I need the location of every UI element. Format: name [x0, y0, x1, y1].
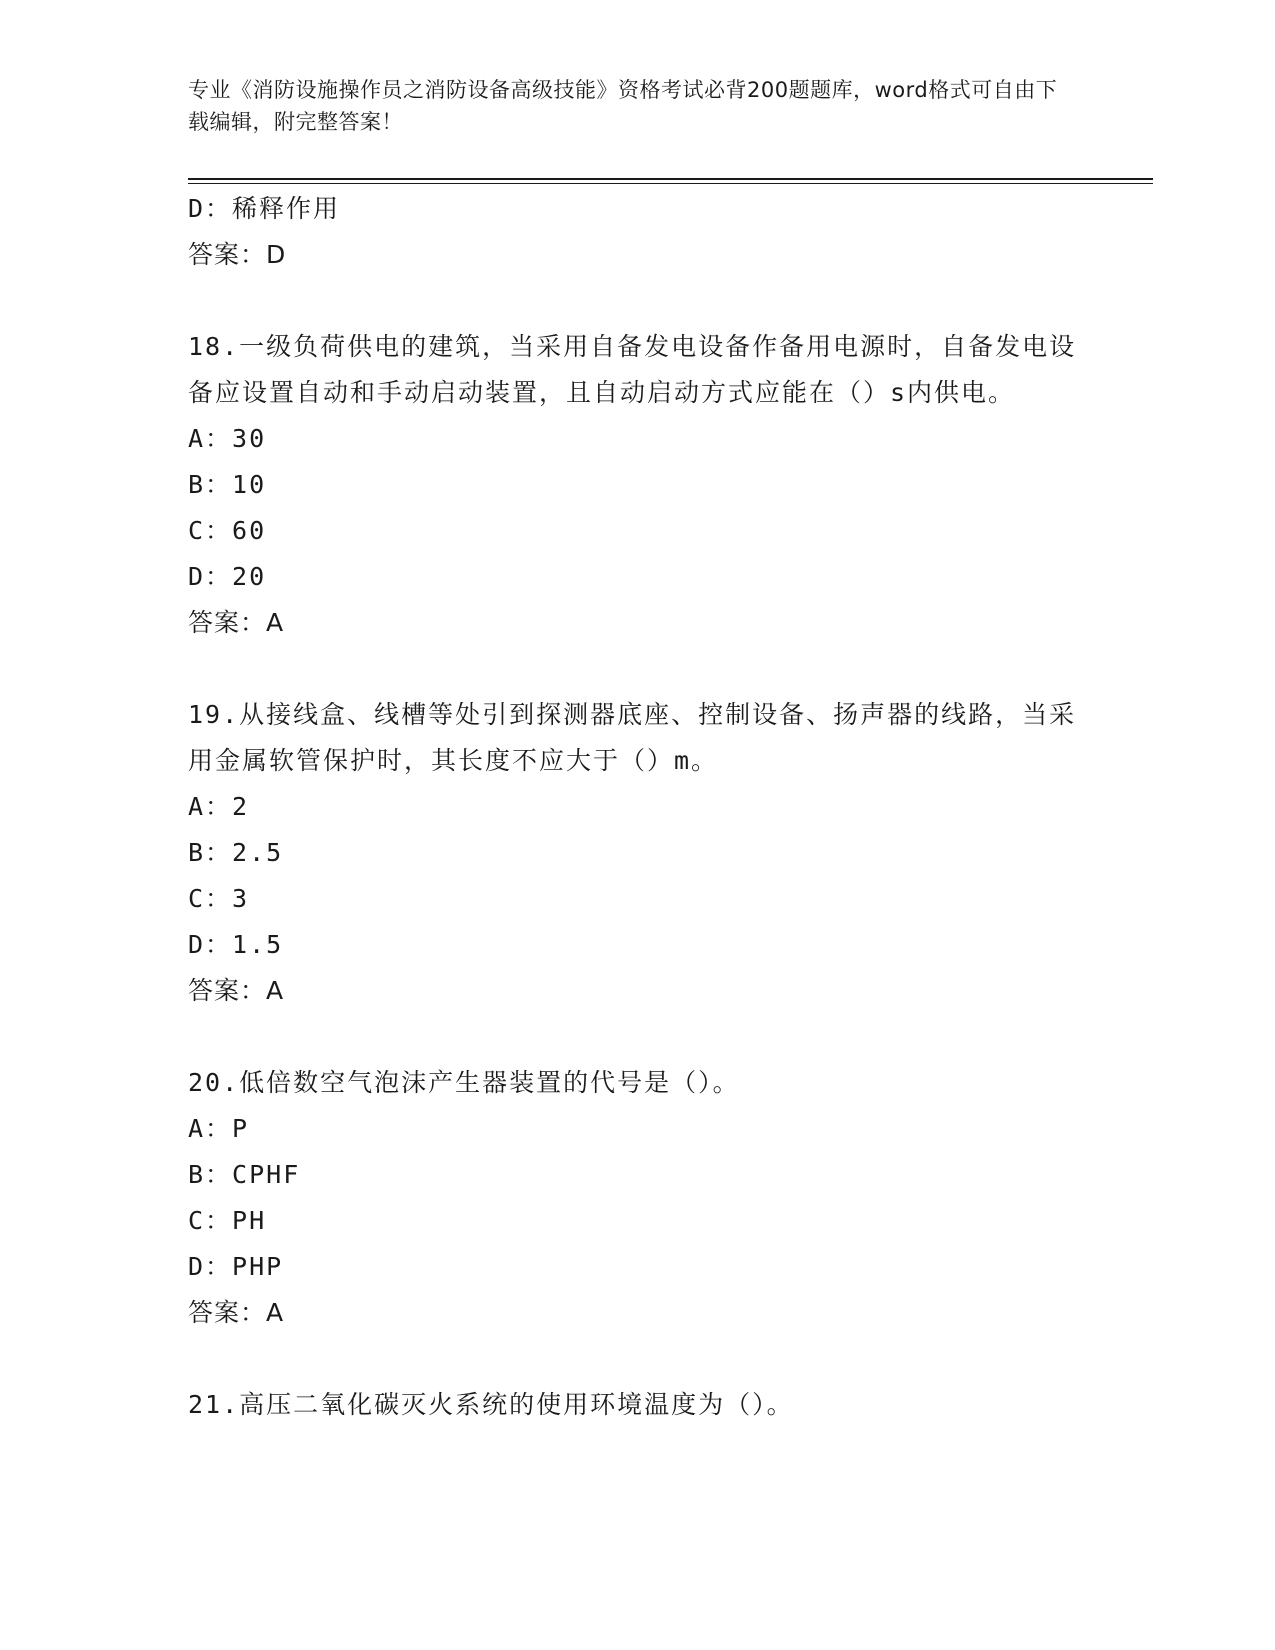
question-stem: 18.一级负荷供电的建筑，当采用自备发电设备作备用电源时，自备发电设备应设置自动和手动启动装置，且自动启动方式应能在（）s内供电。: [188, 332, 1077, 407]
option-b: B：CPHF: [188, 1160, 301, 1189]
question-21: [188, 1382, 1088, 1428]
answer: 答案：A: [188, 976, 285, 1005]
option-c: C：PH: [188, 1206, 267, 1235]
answer: 答案：A: [188, 1298, 285, 1327]
answer: 答案：A: [188, 608, 285, 637]
question-content: [188, 186, 1088, 1428]
spacer: [188, 646, 1088, 692]
page-header: 专业《消防设施操作员之消防设备高级技能》资格考试必背200题题库，word格式可自由下载编辑，附完整答案！: [188, 78, 1058, 134]
question-stem: 21.高压二氧化碳灭火系统的使用环境温度为（）。: [188, 1390, 794, 1419]
option-b: B：2.5: [188, 838, 284, 867]
spacer: [188, 1014, 1088, 1060]
option-b: B：10: [188, 470, 267, 499]
option-d: D：PHP: [188, 1252, 284, 1281]
option-c: C：60: [188, 516, 267, 545]
spacer: [188, 1336, 1088, 1382]
header-divider-thick: [188, 178, 1153, 180]
option-a: A：P: [188, 1114, 250, 1143]
question-18: [188, 324, 1088, 646]
header-divider-thin: [188, 183, 1153, 184]
prev-answer: 答案：D: [188, 240, 287, 269]
question-20: [188, 1060, 1088, 1336]
option-a: A：2: [188, 792, 250, 821]
option-a: A：30: [188, 424, 267, 453]
question-stem: 19.从接线盒、线槽等处引到探测器底座、控制设备、扬声器的线路，当采用金属软管保护时，其长度不应大于（）m。: [188, 700, 1077, 775]
question-stem: 20.低倍数空气泡沫产生器装置的代号是（）。: [188, 1068, 740, 1097]
prev-option-d: D：稀释作用: [188, 194, 341, 223]
spacer: [188, 278, 1088, 324]
question-19: [188, 692, 1088, 1014]
option-d: D：1.5: [188, 930, 284, 959]
option-d: D：20: [188, 562, 267, 591]
option-c: C：3: [188, 884, 250, 913]
